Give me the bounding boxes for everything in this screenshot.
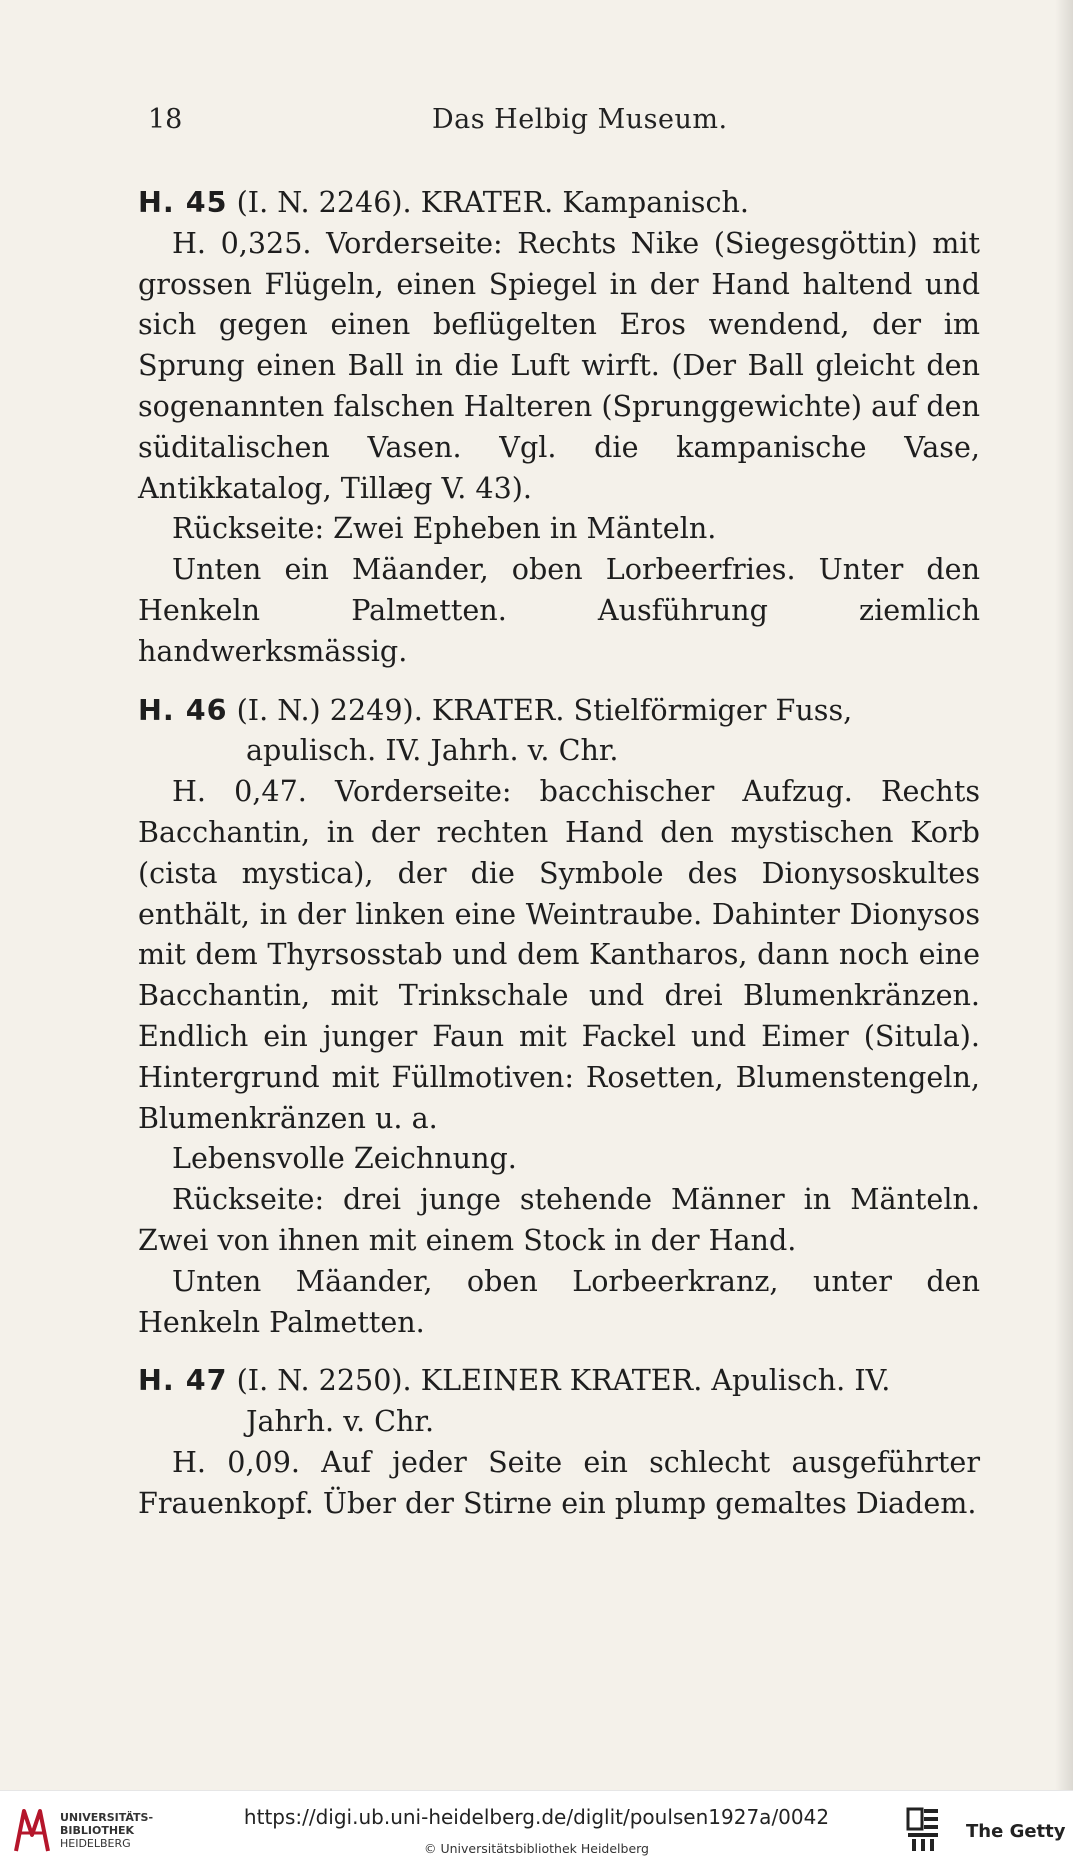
viewer-footer [0,1790,1073,1871]
entry-paragraph: Rückseite: Zwei Epheben in Mänteln. [172,511,717,546]
entry-paragraph: H. 0,325. Vorderseite: Rechts Nike (Siegesgöttin) mit grossen Flügeln, einen Spiegel in der Hand haltend und sich gegen einen beflügelten Eros wendend, der im Sprung einen Ball in die Luft wirft. (Der Ball gleicht den sogenannten falschen Halteren (Sprunggewichte) auf den süditalischen Vasen. Vgl. die kampanische Vase, Antikkatalog, Tillæg V. 43). [138,225,980,505]
catalog-entry-h47 [138,1360,980,1523]
entry-heading-text: (I. N. 2250). KLEINER KRATER. Apulisch. IV. Jahrh. v. Chr. [227,1363,891,1439]
entry-heading [138,1360,980,1442]
entry-paragraph: Rückseite: drei junge stehende Männer in Mänteln. Zwei von ihnen mit einem Stock in der Hand. [138,1182,980,1257]
entry-paragraph: Unten Mäander, oben Lorbeerkranz, unter den Henkeln Palmetten. [138,1263,980,1339]
entry-paragraph: Unten ein Mäander, oben Lorbeerfries. Unter den Henkeln Palmetten. Ausführung ziemlich handwerksmässig. [138,552,980,668]
catalog-entry-h45 [138,182,980,672]
getty-logo-icon[interactable] [906,1807,940,1853]
entry-heading [138,690,980,772]
entry-paragraph: H. 0,47. Vorderseite: bacchischer Aufzug. Rechts Bacchantin, in der rechten Hand den mystischen Korb (cista mystica), der die Symbole des Dionysoskultes enthält, in der linken eine Weintraube. Dahinter Dionysos mit dem Thyrsosstab und dem Kantharos, dann noch eine Bacchantin, mit Trinkschale und drei Blumenkränzen. Endlich ein junger Faun mit Fackel und Eimer (Situla). Hintergrund mit Füllmotiven: Rosetten, Blumenstengeln, Blumenkränzen u. a. [138,774,980,1135]
permalink-url[interactable]: https://digi.ub.uni-heidelberg.de/diglit/poulsen1927a/0042 [243,1805,830,1829]
library-name-line: HEIDELBERG [60,1837,131,1850]
page-edge-shadow [1055,0,1073,1790]
copyright-notice: © Universitätsbibliothek Heidelberg [423,1841,649,1856]
library-name-line: BIBLIOTHEK [60,1824,135,1837]
partner-name: The Getty [966,1821,1066,1842]
entry-paragraph: Lebensvolle Zeichnung. [172,1141,517,1176]
page-body [138,182,980,1542]
running-title: Das Helbig Museum. [432,104,728,135]
page-number: 18 [148,104,183,135]
entry-heading-text: (I. N.) 2249). KRATER. Stielförmiger Fuss, apulisch. IV. Jahrh. v. Chr. [227,692,853,768]
catalog-entry-h46 [138,690,980,1343]
entry-number: H. 45 [138,185,228,219]
entry-heading [138,182,980,223]
entry-heading-text: (I. N. 2246). KRATER. Kampanisch. [227,185,749,219]
entry-paragraph: H. 0,09. Auf jeder Seite ein schlecht ausgeführter Frauenkopf. Über der Stirne ein plump gemaltes Diadem. [138,1444,980,1520]
entry-number: H. 47 [138,1363,228,1398]
library-name-line: UNIVERSITÄTS- [60,1811,154,1824]
entry-number: H. 46 [138,692,228,727]
running-head [148,104,988,144]
